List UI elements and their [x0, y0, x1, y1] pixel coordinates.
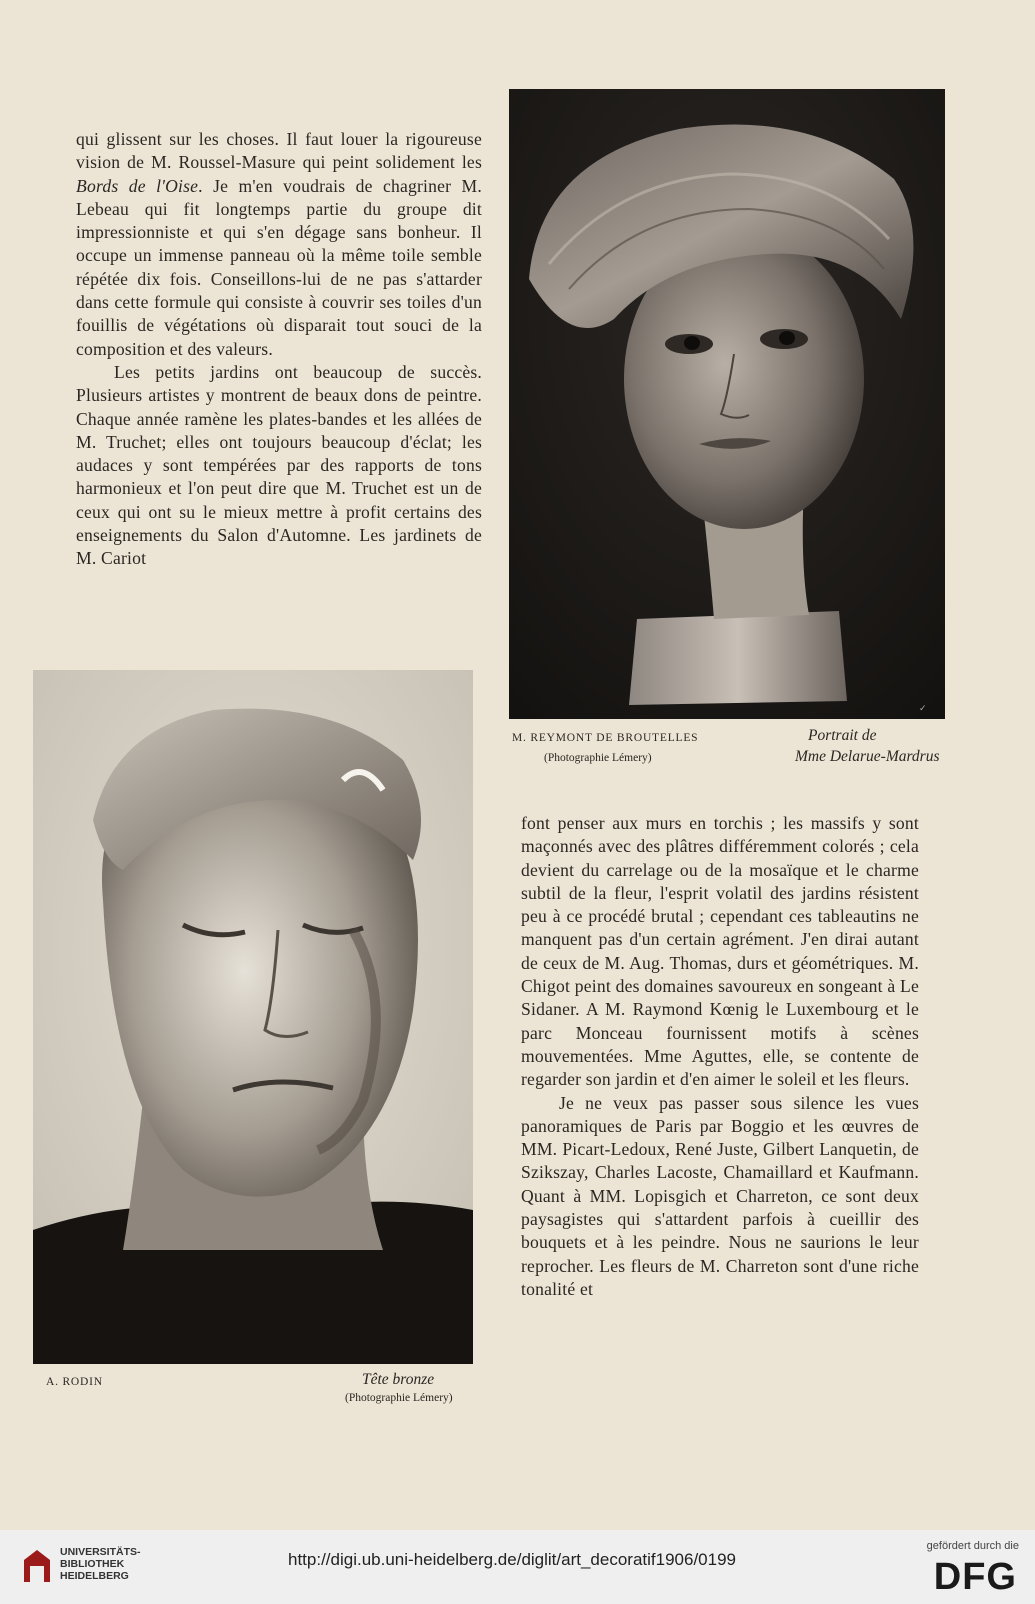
portrait-bust-illustration — [509, 89, 945, 719]
portrait-photo-credit: (Photographie Lémery) — [544, 752, 652, 764]
photo-portrait-bust — [509, 89, 945, 719]
footer-bar — [0, 1530, 1035, 1604]
rodin-title-caption: Tête bronze — [362, 1371, 435, 1388]
right-column-text — [521, 812, 919, 1301]
dfg-logo: DFG — [933, 1556, 1017, 1598]
italic-title-bords-de-loise: Bords de l'Oise — [76, 175, 199, 196]
university-logo-icon — [20, 1546, 54, 1586]
university-library-name: UNIVERSITÄTS- BIBLIOTHEK HEIDELBERG — [60, 1546, 141, 1582]
portrait-title-line-1: Portrait de — [808, 727, 877, 744]
left-column-text — [76, 128, 482, 571]
left-paragraph-2: Les petits jardins ont beaucoup de succès. Plusieurs artistes y montrent de beaux dons de peintre. Chaque année ramène les plates-bandes et les allées de M. Truchet; elles ont toujours beaucoup d'éclat; les audaces y sont tempérées par des rapports de tons harmonieux et l'on peut dire que M. Truchet est un de ceux qui ont su le mieux mettre à profit certains des enseignements du Salon d'Automne. Les jardinets de M. Cariot — [76, 361, 482, 569]
portrait-title-line-2: Mme Delarue-Mardrus — [795, 748, 940, 765]
photo-mark: ✓ — [919, 704, 927, 714]
right-paragraph-2: Je ne veux pas passer sous silence les vues panoramiques de Paris par Boggio et les œuvres de MM. Picart-Ledoux, René Juste, Gilbert Lanquetin, de Szikszay, Charles Lacoste, Chamaillard et Kaufmann. Quant à MM. Lopisgich et Charreton, ce sont deux paysagistes qui s'attardent parfois à cueillir des bouquets et à les peindre. Nous ne saurions le leur reprocher. Les fleurs de M. Charreton sont d'une riche tonalité et — [521, 1092, 919, 1299]
portrait-artist-caption: M. REYMONT DE BROUTELLES — [512, 732, 699, 744]
left-paragraph-1: qui glissent sur les choses. Il faut louer la rigoureuse vision de M. Roussel-Masure qui peint solidement les Bords de l'Oise. Je m'en voudrais de chagriner M. Lebeau qui fit longtemps partie du groupe dit impressionniste et qui s'en dégage sans bonheur. Il occupe un immense panneau où la même toile semble répétée dix fois. Conseillons-lui de ne pas s'attarder dans cette formule qui consiste à couvrir ses toiles d'un fouillis de végétations où disparait tout souci de la composition et des valeurs. — [76, 129, 482, 359]
photo-rodin-head — [33, 670, 473, 1364]
right-paragraph-1: font penser aux murs en torchis ; les massifs y sont maçonnés avec des plâtres différemment colorés ; cela devient du carrelage ou de la mosaïque et le charme subtil de la fleur, l'esprit volatil des jardins résistent peu à ce procédé brutal ; cependant ces tableautins ne manquent pas d'un certain agrément. J'en dirai autant de ceux de M. Aug. Thomas, durs et géométriques. M. Chigot peint des domaines savoureux en songeant à Le Sidaner. A M. Raymond Kœnig le Luxembourg et le parc Monceau fournissent motifs à scènes mouvementées. Mme Aguttes, elle, se contente de regarder son jardin et d'en aimer le soleil et les fleurs. — [521, 813, 919, 1090]
rodin-artist-caption: A. RODIN — [46, 1376, 103, 1388]
sponsor-label: gefördert durch die — [926, 1540, 1019, 1552]
rodin-head-illustration — [33, 670, 473, 1364]
source-url-link[interactable]: http://digi.ub.uni-heidelberg.de/diglit/art_decoratif1906/0199 — [288, 1550, 736, 1569]
rodin-photo-credit: (Photographie Lémery) — [345, 1392, 453, 1404]
